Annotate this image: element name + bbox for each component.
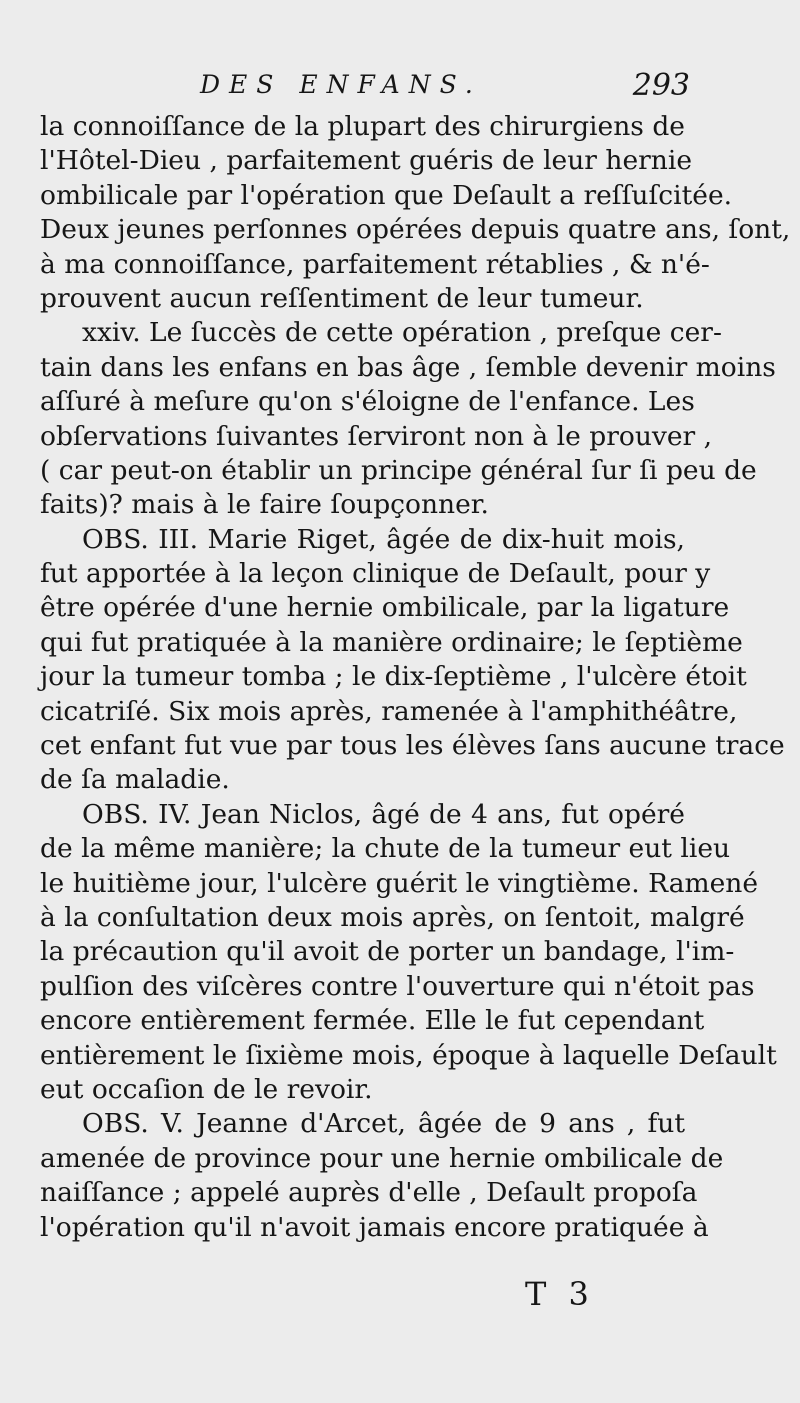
text-line: qui fut pratiquée à la manière ordinaire; le ſeptième <box>40 626 743 658</box>
text-line: ( car peut-on établir un principe général ſur ſi peu de <box>40 454 757 486</box>
text-line: ombilicale par l'opération que Deſault a reſſuſcitée. <box>40 179 733 211</box>
text-line: cicatriſé. Six mois après, ramenée à l'amphithéâtre, <box>40 695 738 727</box>
text-line: naiſſance ; appelé auprès d'elle , Deſault propoſa <box>40 1177 698 1209</box>
text-line: l'Hôtel-Dieu , parfaitement guéris de leur hernie <box>40 145 693 177</box>
text-line: OBS. V. Jeanne d'Arcet, âgée de 9 ans , fut <box>82 1108 685 1140</box>
text-line: OBS. III. Marie Riget, âgée de dix-huit mois, <box>82 523 685 555</box>
text-line: pulſion des viſcères contre l'ouverture qui n'étoit pas <box>40 970 755 1002</box>
text-line: fut apportée à la leçon clinique de Deſault, pour y <box>40 558 711 590</box>
text-line: tain dans les enfans en bas âge , ſemble devenir moins <box>40 351 776 383</box>
text-line: de ſa maladie. <box>40 764 230 796</box>
text-line: la connoiſſance de la plupart des chirurgiens de <box>40 111 685 142</box>
text-line: faits)? mais à le faire ſoupçonner. <box>40 489 489 521</box>
running-head: DES ENFANS. <box>200 70 482 99</box>
page-header <box>40 68 690 108</box>
signature-mark: T 3 <box>525 1275 595 1313</box>
text-line: eut occaſion de le revoir. <box>40 1073 373 1105</box>
body-text <box>40 110 791 1245</box>
text-line: obſervations ſuivantes ſerviront non à le prouver , <box>40 420 713 452</box>
text-line: xxiv. Le ſuccès de cette opération , preſque cer- <box>82 317 722 349</box>
text-line: encore entièrement fermée. Elle le fut cependant <box>40 1005 705 1037</box>
text-line: la précaution qu'il avoit de porter un bandage, l'im- <box>40 936 735 968</box>
text-line: Deux jeunes perſonnes opérées depuis quatre ans, ſont, <box>40 214 791 246</box>
text-line: l'opération qu'il n'avoit jamais encore pratiquée à <box>40 1211 709 1243</box>
text-line: à ma connoiſſance, parfaitement rétablies , & n'é- <box>40 248 710 280</box>
text-line: entièrement le ſixième mois, époque à laquelle Deſault <box>40 1039 777 1071</box>
text-line: être opérée d'une hernie ombilicale, par la ligature <box>40 592 730 624</box>
text-line: OBS. IV. Jean Niclos, âgé de 4 ans, fut opéré <box>82 798 685 830</box>
text-line: jour la tumeur tomba ; le dix-ſeptième , l'ulcère étoit <box>40 661 747 693</box>
text-line: amenée de province pour une hernie ombilicale de <box>40 1142 724 1174</box>
text-line: de la même manière; la chute de la tumeur eut lieu <box>40 833 731 865</box>
text-line: prouvent aucun reſſentiment de leur tumeur. <box>40 282 644 314</box>
text-line: aſſuré à meſure qu'on s'éloigne de l'enfance. Les <box>40 386 695 418</box>
text-line: le huitième jour, l'ulcère guérit le vingtième. Ramené <box>40 867 759 899</box>
text-line: à la conſultation deux mois après, on ſentoit, malgré <box>40 901 745 933</box>
page-number: 293 <box>632 68 690 103</box>
text-line: cet enfant fut vue par tous les élèves ſans aucune trace <box>40 730 785 762</box>
